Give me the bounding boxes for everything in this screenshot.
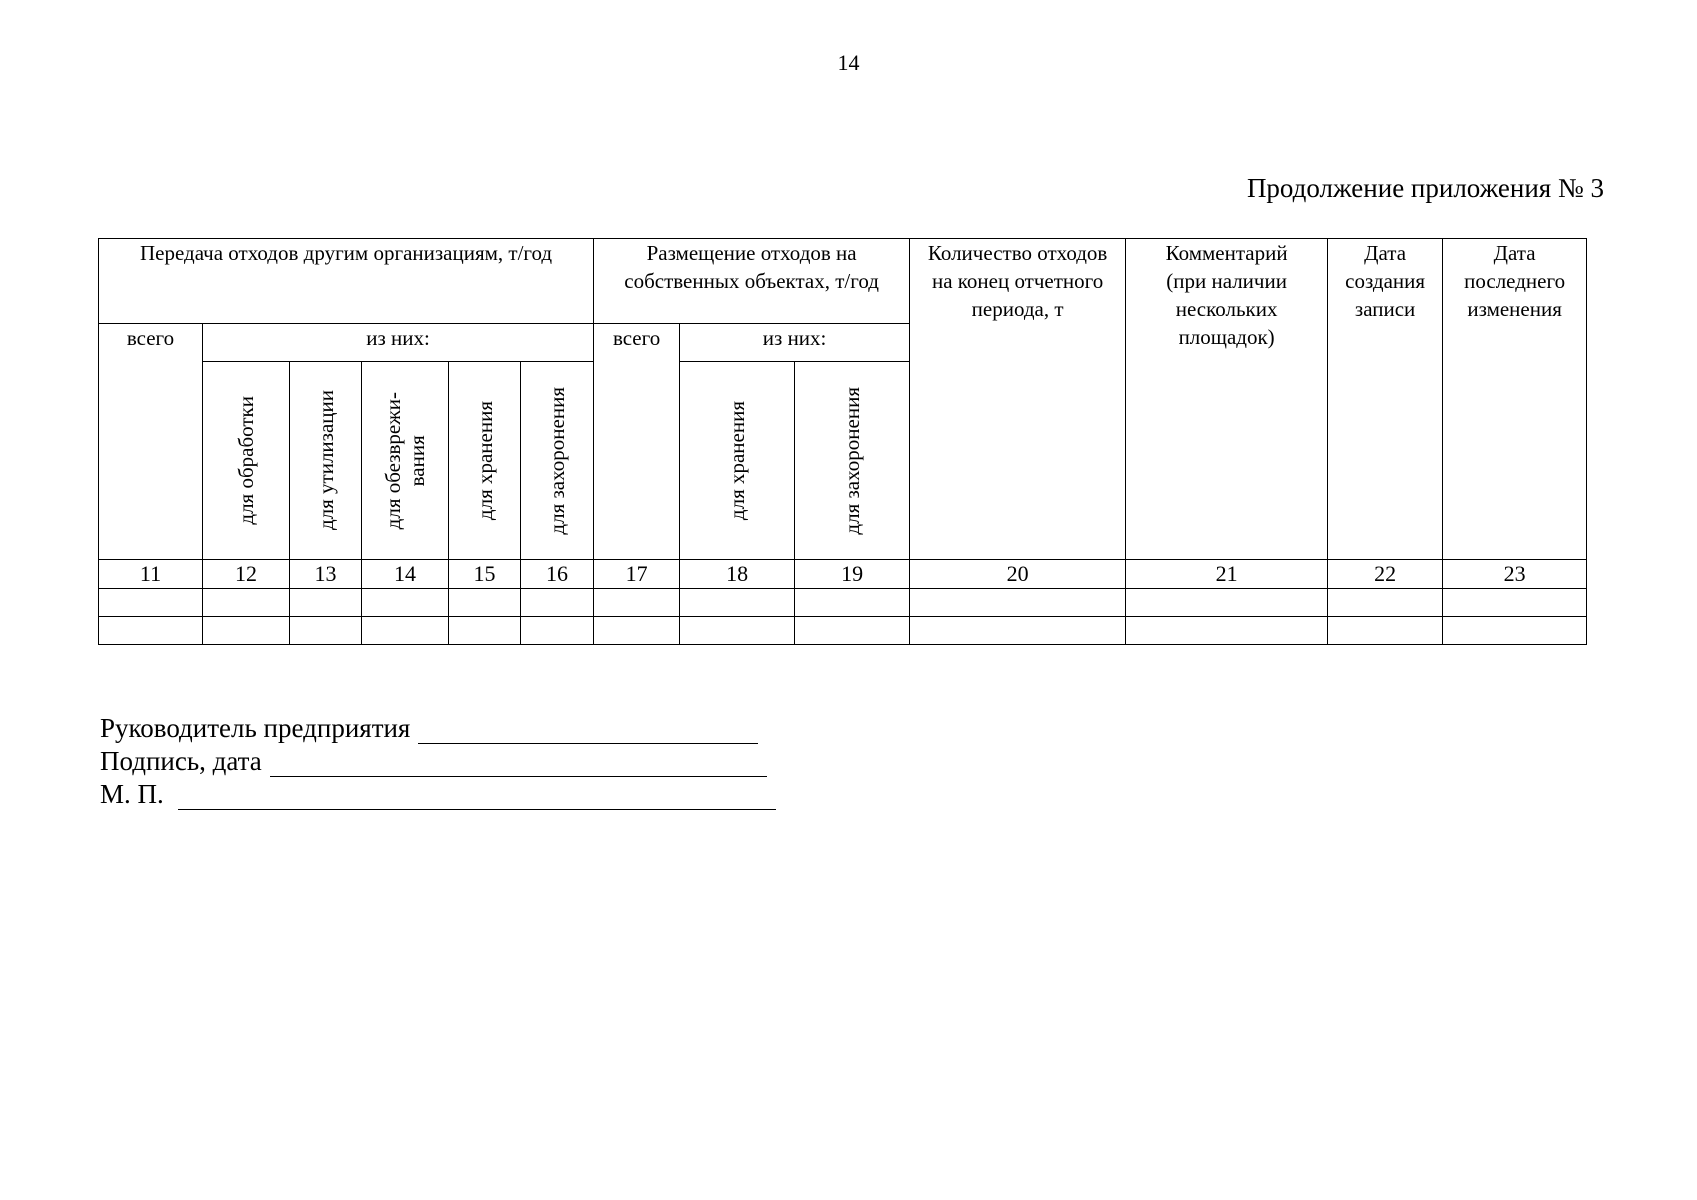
table-cell[interactable]	[203, 617, 290, 645]
continuation-title: Продолжение приложения № 3	[1246, 173, 1604, 203]
signature-head-line[interactable]	[418, 717, 758, 744]
seal-line[interactable]	[178, 783, 776, 810]
header-transfer-of-them: из них:	[203, 324, 594, 362]
table-row	[99, 617, 1587, 645]
signature-head-label: Руководитель предприятия	[100, 713, 411, 743]
column-number: 21	[1126, 560, 1328, 589]
header-placement-total: всего	[594, 324, 680, 560]
signature-date-label: Подпись, дата	[100, 746, 262, 776]
column-number: 13	[290, 560, 362, 589]
table-cell[interactable]	[795, 589, 910, 617]
table-cell[interactable]	[290, 617, 362, 645]
table-cell[interactable]	[1443, 589, 1587, 617]
report-table	[98, 238, 1587, 645]
column-number: 14	[362, 560, 449, 589]
table-cell[interactable]	[362, 589, 449, 617]
column-number: 17	[594, 560, 680, 589]
table-cell[interactable]	[362, 617, 449, 645]
column-number: 18	[680, 560, 795, 589]
seal-label: М. П.	[100, 779, 164, 809]
header-placement: Размещение отходов на собственных объектах, т/год	[594, 239, 910, 324]
table-row	[99, 589, 1587, 617]
header-comment: Комментарий (при наличии нескольких площадок)	[1126, 239, 1328, 560]
table-cell[interactable]	[1126, 617, 1328, 645]
header-for-neutralization: для обезврежи- вания	[362, 362, 449, 560]
column-number: 12	[203, 560, 290, 589]
header-date-created: Дата создания записи	[1328, 239, 1443, 560]
table-cell[interactable]	[594, 617, 680, 645]
table-cell[interactable]	[910, 617, 1126, 645]
column-number-row	[99, 560, 1587, 589]
seal	[100, 778, 776, 810]
column-number: 20	[910, 560, 1126, 589]
column-number: 23	[1443, 560, 1587, 589]
header-transfer: Передача отходов другим организациям, т/год	[99, 239, 594, 324]
signature-date	[100, 745, 767, 777]
table-cell[interactable]	[521, 589, 594, 617]
header-placement-storage: для хранения	[680, 362, 795, 560]
header-for-burial: для захоронения	[521, 362, 594, 560]
table-cell[interactable]	[290, 589, 362, 617]
column-number: 11	[99, 560, 203, 589]
table-cell[interactable]	[449, 589, 521, 617]
table-cell[interactable]	[594, 589, 680, 617]
page-number: 14	[837, 50, 860, 75]
table-cell[interactable]	[99, 589, 203, 617]
header-date-modified: Дата последнего изменения	[1443, 239, 1587, 560]
table-cell[interactable]	[795, 617, 910, 645]
table-cell[interactable]	[1328, 589, 1443, 617]
table-cell[interactable]	[680, 617, 795, 645]
header-waste-end: Количество отходов на конец отчетного периода, т	[910, 239, 1126, 560]
column-number: 16	[521, 560, 594, 589]
signature-head	[100, 712, 758, 744]
table-cell[interactable]	[521, 617, 594, 645]
table-cell[interactable]	[449, 617, 521, 645]
header-for-utilization: для утилизации	[290, 362, 362, 560]
header-for-processing: для обработки	[203, 362, 290, 560]
header-placement-of-them: из них:	[680, 324, 910, 362]
header-for-storage: для хранения	[449, 362, 521, 560]
table-cell[interactable]	[910, 589, 1126, 617]
table-cell[interactable]	[1328, 617, 1443, 645]
table-cell[interactable]	[203, 589, 290, 617]
table-cell[interactable]	[680, 589, 795, 617]
table-cell[interactable]	[99, 617, 203, 645]
table-cell[interactable]	[1443, 617, 1587, 645]
signature-date-line[interactable]	[270, 750, 767, 777]
column-number: 19	[795, 560, 910, 589]
column-number: 22	[1328, 560, 1443, 589]
table-cell[interactable]	[1126, 589, 1328, 617]
column-number: 15	[449, 560, 521, 589]
header-placement-burial: для захоронения	[795, 362, 910, 560]
header-transfer-total: всего	[99, 324, 203, 560]
